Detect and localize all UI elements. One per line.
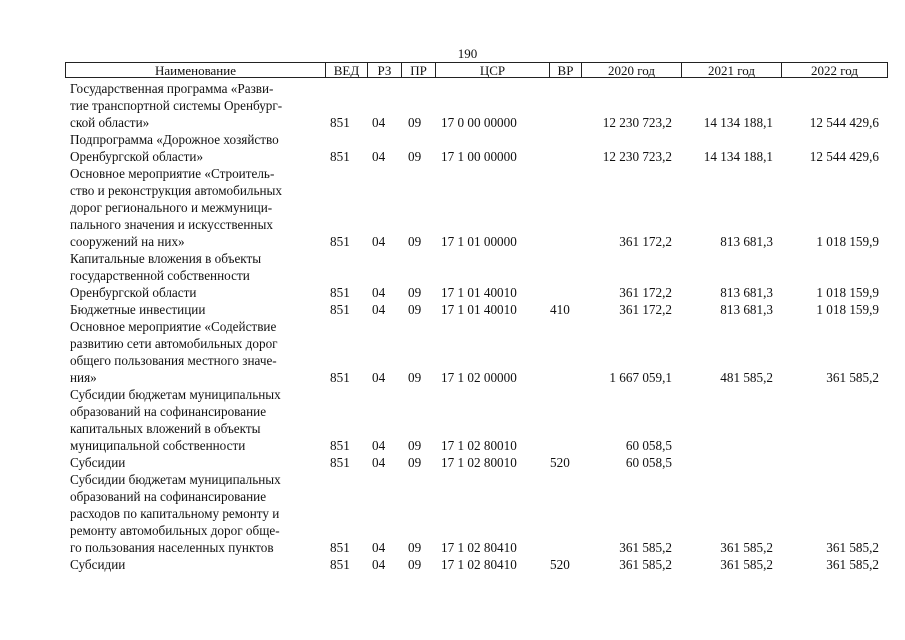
row-name	[70, 454, 325, 471]
table-row	[0, 454, 905, 471]
row-name-line: расходов по капитальному ремонту и	[70, 506, 280, 521]
ved-cell: 851	[330, 438, 350, 453]
pr-cell: 09	[408, 285, 422, 300]
amount-2022-cell: 1 018 159,9	[816, 302, 879, 317]
row-name-line: Основное мероприятие «Строитель-	[70, 166, 275, 181]
csr-cell: 17 1 01 40010	[441, 302, 517, 317]
table-row	[0, 318, 905, 386]
ved-cell: 851	[330, 234, 350, 249]
row-name	[70, 556, 325, 573]
amount-2022-cell: 1 018 159,9	[816, 234, 879, 249]
table-header	[65, 62, 888, 78]
col-header-2022: 2022 год	[811, 63, 858, 78]
amount-2020-cell: 361 172,2	[619, 285, 672, 300]
col-header-vr: ВР	[550, 63, 582, 78]
table-row	[0, 471, 905, 556]
row-name-line: Субсидии бюджетам муниципальных	[70, 472, 281, 487]
pr-cell: 09	[408, 557, 422, 572]
csr-cell: 17 1 02 80410	[441, 540, 517, 555]
csr-cell: 17 1 02 80010	[441, 438, 517, 453]
amount-2020-cell: 12 230 723,2	[602, 115, 672, 130]
row-name-line: Субсидии бюджетам муниципальных	[70, 387, 281, 402]
rz-cell: 04	[372, 234, 386, 249]
row-name-line: Оренбургской области	[70, 285, 197, 300]
vr-cell: 410	[550, 302, 570, 317]
ved-cell: 851	[330, 302, 350, 317]
csr-cell: 17 1 01 40010	[441, 285, 517, 300]
csr-cell: 17 1 02 00000	[441, 370, 517, 385]
row-name-line: дорог регионального и межмуници-	[70, 200, 273, 215]
amount-2022-cell: 361 585,2	[826, 370, 879, 385]
vr-cell: 520	[550, 557, 570, 572]
row-name-line: Подпрограмма «Дорожное хозяйство	[70, 132, 279, 147]
col-header-name: Наименование	[66, 63, 326, 78]
rz-cell: 04	[372, 540, 386, 555]
ved-cell: 851	[330, 370, 350, 385]
pr-cell: 09	[408, 302, 422, 317]
table-row	[0, 250, 905, 301]
amount-2020-cell: 60 058,5	[625, 455, 672, 470]
page-number: 190	[457, 46, 478, 61]
row-name	[70, 131, 325, 165]
amount-2022-cell: 12 544 429,6	[809, 115, 879, 130]
table-row	[0, 80, 905, 131]
row-name	[70, 471, 325, 556]
amount-2020-cell: 361 172,2	[619, 234, 672, 249]
vr-cell: 520	[550, 455, 570, 470]
row-name-line: ремонту автомобильных дорог обще-	[70, 523, 280, 538]
table-row	[0, 301, 905, 318]
row-name-line: Капитальные вложения в объекты	[70, 251, 262, 266]
pr-cell: 09	[408, 370, 422, 385]
row-name-line: ство и реконструкция автомобильных	[70, 183, 283, 198]
row-name	[70, 80, 325, 131]
ved-cell: 851	[330, 285, 350, 300]
amount-2021-cell: 361 585,2	[720, 540, 773, 555]
amount-2020-cell: 60 058,5	[625, 438, 672, 453]
row-name-line: капитальных вложений в объекты	[70, 421, 261, 436]
row-name-line: сооружений на них»	[70, 234, 185, 249]
rz-cell: 04	[372, 438, 386, 453]
ved-cell: 851	[330, 557, 350, 572]
amount-2022-cell: 12 544 429,6	[809, 149, 879, 164]
table-row	[0, 131, 905, 165]
row-name-line: образований на софинансирование	[70, 404, 267, 419]
row-name-line: Субсидии	[70, 557, 126, 572]
table-row	[0, 165, 905, 250]
col-header-ved: ВЕД	[326, 63, 368, 78]
row-name-line: Государственная программа «Разви-	[70, 81, 274, 96]
row-name	[70, 250, 325, 301]
amount-2021-cell: 813 681,3	[720, 234, 773, 249]
row-name-line: Оренбургской области»	[70, 149, 204, 164]
pr-cell: 09	[408, 234, 422, 249]
rz-cell: 04	[372, 302, 386, 317]
row-name-line: пального значения и искусственных	[70, 217, 273, 232]
ved-cell: 851	[330, 540, 350, 555]
amount-2021-cell: 14 134 188,1	[703, 115, 773, 130]
table-row	[0, 386, 905, 454]
csr-cell: 17 1 02 80010	[441, 455, 517, 470]
amount-2020-cell: 361 585,2	[619, 540, 672, 555]
amount-2021-cell: 361 585,2	[720, 557, 773, 572]
pr-cell: 09	[408, 455, 422, 470]
row-name-line: муниципальной собственности	[70, 438, 246, 453]
col-header-2021: 2021 год	[682, 63, 782, 78]
col-header-csr: ЦСР	[436, 63, 550, 78]
row-name-line: образований на софинансирование	[70, 489, 267, 504]
row-name	[70, 301, 325, 318]
table-row	[0, 556, 905, 573]
row-name	[70, 386, 325, 454]
amount-2021-cell: 813 681,3	[720, 285, 773, 300]
csr-cell: 17 0 00 00000	[441, 115, 517, 130]
row-name-line: ской области»	[70, 115, 150, 130]
ved-cell: 851	[330, 115, 350, 130]
row-name-line: Бюджетные инвестиции	[70, 302, 206, 317]
csr-cell: 17 1 01 00000	[441, 234, 517, 249]
col-header-pr: ПР	[402, 63, 436, 78]
row-name-line: Субсидии	[70, 455, 126, 470]
csr-cell: 17 1 00 00000	[441, 149, 517, 164]
amount-2020-cell: 1 667 059,1	[609, 370, 672, 385]
amount-2022-cell: 361 585,2	[826, 557, 879, 572]
amount-2020-cell: 361 172,2	[619, 302, 672, 317]
row-name-line: Основное мероприятие «Содействие	[70, 319, 277, 334]
amount-2021-cell: 813 681,3	[720, 302, 773, 317]
row-name	[70, 318, 325, 386]
ved-cell: 851	[330, 455, 350, 470]
csr-cell: 17 1 02 80410	[441, 557, 517, 572]
amount-2020-cell: 361 585,2	[619, 557, 672, 572]
amount-2022-cell: 1 018 159,9	[816, 285, 879, 300]
row-name-line: тие транспортной системы Оренбург-	[70, 98, 283, 113]
row-name-line: го пользования населенных пунктов	[70, 540, 274, 555]
amount-2021-cell: 481 585,2	[720, 370, 773, 385]
pr-cell: 09	[408, 540, 422, 555]
col-header-2020: 2020 год	[582, 63, 682, 78]
row-name-line: общего пользования местного значе-	[70, 353, 277, 368]
row-name	[70, 165, 325, 250]
row-name-line: государственной собственности	[70, 268, 250, 283]
row-name-line: развитию сети автомобильных дорог	[70, 336, 278, 351]
ved-cell: 851	[330, 149, 350, 164]
rz-cell: 04	[372, 149, 386, 164]
rz-cell: 04	[372, 370, 386, 385]
pr-cell: 09	[408, 149, 422, 164]
amount-2020-cell: 12 230 723,2	[602, 149, 672, 164]
col-header-rz: РЗ	[368, 63, 402, 78]
row-name-line: ния»	[70, 370, 97, 385]
rz-cell: 04	[372, 455, 386, 470]
pr-cell: 09	[408, 438, 422, 453]
rz-cell: 04	[372, 557, 386, 572]
amount-2021-cell: 14 134 188,1	[703, 149, 773, 164]
rz-cell: 04	[372, 285, 386, 300]
pr-cell: 09	[408, 115, 422, 130]
rz-cell: 04	[372, 115, 386, 130]
amount-2022-cell: 361 585,2	[826, 540, 879, 555]
